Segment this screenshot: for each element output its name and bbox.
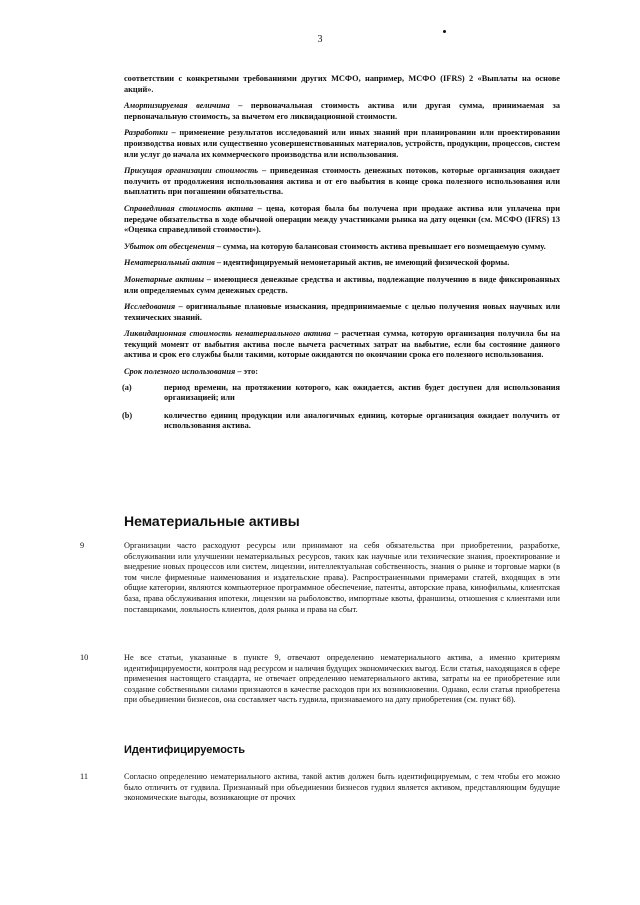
definition-text: – имеющиеся денежные средства и активы, подлежащие получению в виде фиксированных или определяемых сумм денежных средств. [124, 274, 560, 295]
definition-term: Убыток от обесценения [124, 241, 215, 251]
definitions-block [124, 74, 560, 439]
definition-term: Присущая организации стоимость [124, 166, 259, 176]
definition-term: Срок полезного использования [124, 367, 236, 377]
page-number: 3 [317, 34, 323, 45]
definition-text: – применение результатов исследований или иных знаний при планировании или проектировании производства новых или существенно усовершенствованных материалов, устройств, продукции, процессов, систем или услуг до начала их коммерческого производства или использования. [124, 128, 560, 159]
definition-residual-value [124, 329, 560, 361]
scan-mark [443, 30, 446, 33]
definition-text: – расчетная сумма, которую организация получила бы на текущий момент от выбытия актива после вычета расчетных затрат на выбытие, если бы состояние данного актива и срок его службы были такими, которые ожидаются по окончании срока его полезного использования. [124, 329, 560, 360]
definition-amortizable-amount [124, 101, 560, 122]
definition-term: Монетарные активы [124, 274, 204, 284]
definition-term: Амортизируемая величина [124, 101, 230, 111]
definition-impairment-loss [124, 242, 560, 253]
definition-term: Исследования [124, 302, 176, 312]
paragraph-text: Согласно определению нематериального актива, такой актив должен быть идентифицируемым, с тем чтобы его можно было отличить от гудвила. Признанный при объединении бизнесов гудвил является активом, представляющим будущие экономические выгоды, возникающие от прочих [124, 772, 560, 803]
paragraph-text: Не все статьи, указанные в пункте 9, отвечают определению нематериального актива, а именно критериям идентифицируемости, контроля над ресурсом и наличия будущих экономических выгод. Если статья, находящаяся в сфере применения настоящего стандарта, не отвечает определению нематериального актива, затраты на ее приобретение или создание собственными силами признаются в качестве расходов при их возникновении. Однако, если статья приобретена при объединении бизнесов, она составляет часть гудвила, признаваемого на дату приобретения (см. пункт 68). [124, 653, 560, 705]
useful-life-item-a [122, 383, 560, 404]
definition-text: – идентифицируемый немонетарный актив, не имеющий физической формы. [214, 258, 510, 268]
definition-entity-specific-value [124, 166, 560, 198]
list-letter: (b) [122, 410, 133, 420]
definition-text: – оригинальные плановые изыскания, предпринимаемые с целью получения новых научных или технических знаний. [124, 302, 560, 322]
definition-term: Разработки [124, 128, 168, 138]
definition-continuation: соответствии с конкретными требованиями других МСФО, например, МСФО (IFRS) 2 «Выплаты на основе акций». [124, 74, 560, 94]
list-text: период времени, на протяжении которого, как ожидается, актив будет доступен для использования организацией; или [164, 382, 560, 403]
definition-intangible-asset [124, 258, 560, 269]
definition-term: Справедливая стоимость актива [124, 203, 254, 213]
definition-text: – сумма, на которую балансовая стоимость актива превышает его возмещаемую сумму. [214, 241, 546, 251]
definition-text: – цена, которая была бы получена при продаже актива или уплачена при передаче обязательства в ходе обычной операции между участниками рынка на дату оценки (см. МСФО (IFRS) 13 «Оценка справедливой стоимости»). [124, 203, 560, 235]
definition-monetary-assets [124, 275, 560, 296]
paragraph-number: 9 [80, 541, 85, 550]
list-letter: (a) [122, 382, 132, 392]
definition-term: Нематериальный актив [124, 258, 215, 268]
paragraph-number: 11 [80, 772, 88, 781]
paragraph-10 [80, 653, 560, 706]
definition-useful-life: Срок полезного использования – это: [124, 367, 259, 377]
section-heading: Нематериальные активы [124, 513, 300, 529]
definition-text: – первоначальная стоимость актива или другая сумма, принимаемая за первоначальную стоимость, за вычетом его ликвидационной стоимости. [124, 101, 560, 121]
definition-development [124, 128, 560, 160]
paragraph-9 [80, 541, 560, 615]
definition-text: – приведенная стоимость денежных потоков, которые организация ожидает получить от продолжения использования актива и от его выбытия в конце срока полезного использования или выплатить при погашении обязательства. [124, 166, 561, 197]
paragraph-11 [80, 772, 560, 804]
useful-life-item-b [122, 411, 560, 432]
subsection-heading: Идентифицируемость [124, 744, 246, 756]
definition-fair-value [124, 204, 560, 236]
list-text: количество единиц продукции или аналогичных единиц, которые организация ожидает получить от использования актива. [164, 410, 560, 431]
paragraph-number: 10 [80, 653, 89, 662]
definition-research [124, 302, 560, 323]
definition-term: Ликвидационная стоимость нематериального актива [124, 329, 331, 339]
paragraph-text: Организации часто расходуют ресурсы или принимают на себя обязательства при приобретении, разработке, обслуживании или улучшении нематериальных ресурсов, таких как научные или технические знания, проектирование и внедрение новых процессов или систем, лицензии, интеллектуальная собственность, знания о рынке и торговые марки (в том числе фирменные наименования и издательские права). Распространенными примерами статей, входящих в эти общие категории, являются компьютерное программное обеспечение, патенты, авторские права, кинофильмы, клиентская база, права обслуживания ипотеки, лицензии на рыболовство, импортные квоты, франшизы, отношения с клиентами или поставщиками, лояльность клиентов, доля рынка и права на сбыт. [124, 541, 560, 614]
